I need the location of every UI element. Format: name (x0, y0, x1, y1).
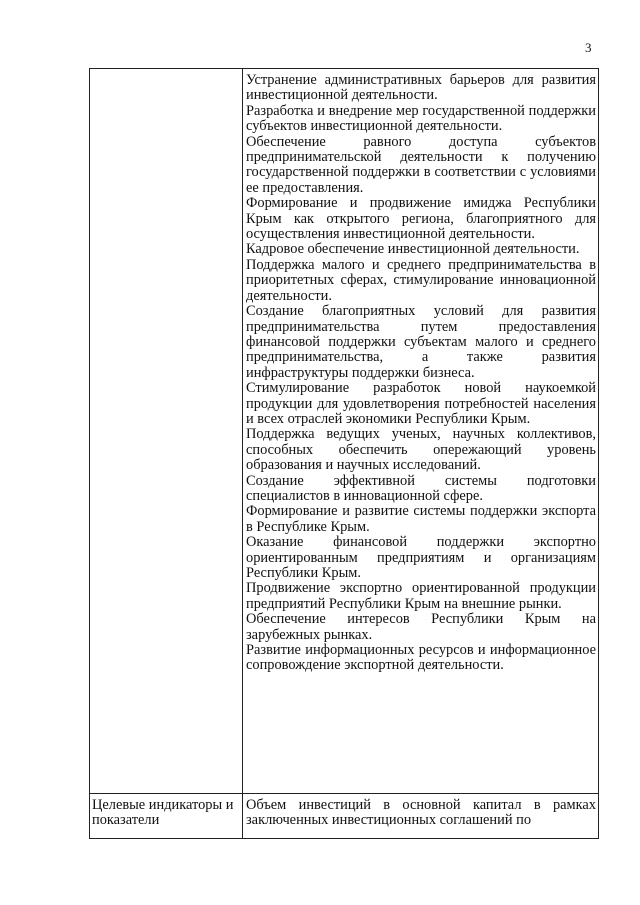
objective-paragraph: Продвижение экспортно ориентированной продукции предприятий Республики Крым на внешние рынки. (246, 580, 596, 612)
indicators-label: Целевые индикаторы и показатели (92, 797, 234, 829)
objective-paragraph: Устранение административных барьеров для развития инвестиционной деятельности. (246, 72, 596, 104)
objectives-list (243, 69, 598, 674)
indicators-text: Объем инвестиций в основной капитал в рамках заключенных инвестиционных соглашений по (246, 797, 596, 829)
objective-paragraph: Формирование и продвижение имиджа Республики Крым как открытого региона, благоприятного для осуществления инвестиционной деятельности. (246, 195, 596, 243)
objective-paragraph: Развитие информационных ресурсов и информационное сопровождение экспортной деятельности. (246, 642, 596, 674)
page-number: 3 (585, 40, 592, 55)
objective-paragraph: Поддержка малого и среднего предпринимательства в приоритетных сферах, стимулирование инновационной деятельности. (246, 256, 596, 304)
objective-paragraph: Стимулирование разработок новой наукоемкой продукции для удовлетворения потребностей населения и всех отраслей экономики Республики Крым. (246, 380, 596, 427)
content-cell-indicators (243, 794, 599, 839)
label-cell (90, 69, 243, 794)
content-cell (243, 69, 599, 794)
program-table (89, 68, 599, 839)
objective-paragraph: Создание благоприятных условий для развития предпринимательства путем предоставления финансовой поддержки субъектам малого и среднего предпринимательства, а также развития инфраструктуры поддержки бизнеса. (246, 303, 596, 381)
label-cell-indicators (90, 794, 243, 839)
objective-paragraph: Оказание финансовой поддержки экспортно ориентированным предприятиям и организациям Республики Крым. (246, 534, 596, 581)
table-row-indicators (90, 794, 599, 839)
objective-paragraph: Обеспечение равного доступа субъектов предпринимательской деятельности к получению государственной поддержки в соответствии с условиями ее предоставления. (246, 133, 596, 196)
objective-paragraph: Разработка и внедрение мер государственной поддержки субъектов инвестиционной деятельности. (246, 102, 596, 135)
table-row-objectives (90, 69, 599, 794)
objective-paragraph: Обеспечение интересов Республики Крым на зарубежных рынках. (246, 611, 596, 643)
objective-paragraph: Создание эффективной системы подготовки специалистов в инновационной сфере. (246, 472, 596, 504)
objective-paragraph: Формирование и развитие системы поддержки экспорта в Республике Крым. (246, 503, 596, 535)
label-text (90, 69, 242, 73)
objective-paragraph: Поддержка ведущих ученых, научных коллективов, способных обеспечить опережающий уровень образования и научных исследований. (246, 426, 596, 474)
objective-paragraph: Кадровое обеспечение инвестиционной деятельности. (246, 241, 580, 258)
